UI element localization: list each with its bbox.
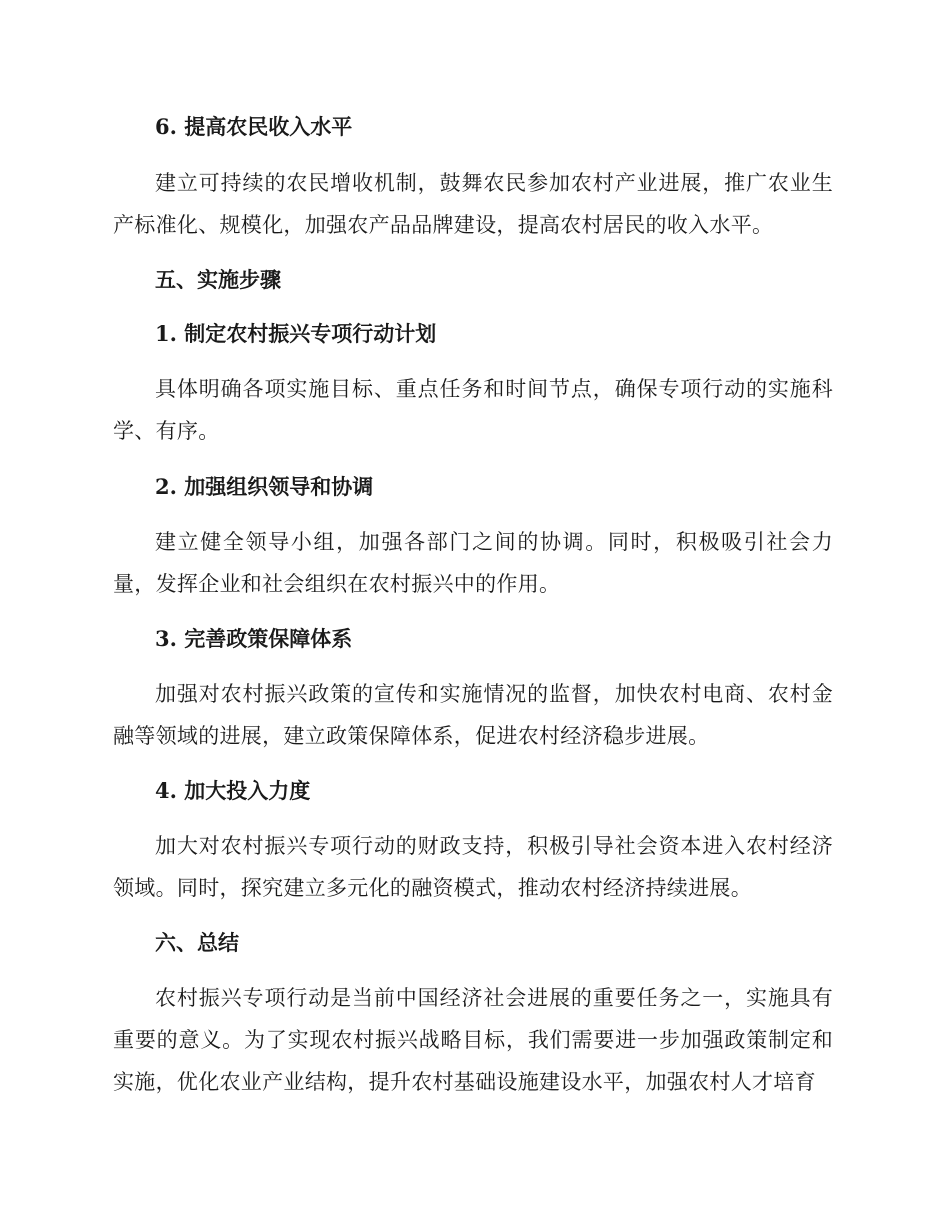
paragraph-action-plan: 具体明确各项实施目标、重点任务和时间节点，确保专项行动的实施科学、有序。 [113,377,833,443]
section-heading-leadership: 2. 加强组织领导和协调 [155,474,374,499]
paragraph-leadership: 建立健全领导小组，加强各部门之间的协调。同时，积极吸引社会力量，发挥企业和社会组织在农村振兴中的作用。 [113,530,833,596]
section-heading-action-plan: 1. 制定农村振兴专项行动计划 [155,321,437,346]
section-heading-investment: 4. 加大投入力度 [155,778,311,803]
paragraph-summary: 农村振兴专项行动是当前中国经济社会进展的重要任务之一，实施具有重要的意义。为了实现农村振兴战略目标，我们需要进一步加强政策制定和实施，优化农业产业结构，提升农村基础设施建设水平，加强农村人才培育 [113,986,833,1094]
chapter-heading-implementation-steps: 五、实施步骤 [155,267,281,292]
chapter-heading-summary: 六、总结 [155,930,239,955]
paragraph-raise-income: 建立可持续的农民增收机制，鼓舞农民参加农村产业进展，推广农业生产标准化、规模化，加强农产品品牌建设，提高农村居民的收入水平。 [113,171,833,237]
section-heading-raise-income: 6. 提高农民收入水平 [155,114,353,139]
section-heading-policy: 3. 完善政策保障体系 [155,626,353,651]
paragraph-investment: 加大对农村振兴专项行动的财政支持，积极引导社会资本进入农村经济领域。同时，探究建立多元化的融资模式，推动农村经济持续进展。 [113,834,833,900]
paragraph-policy: 加强对农村振兴政策的宣传和实施情况的监督，加快农村电商、农村金融等领域的进展，建立政策保障体系，促进农村经济稳步进展。 [113,682,833,748]
